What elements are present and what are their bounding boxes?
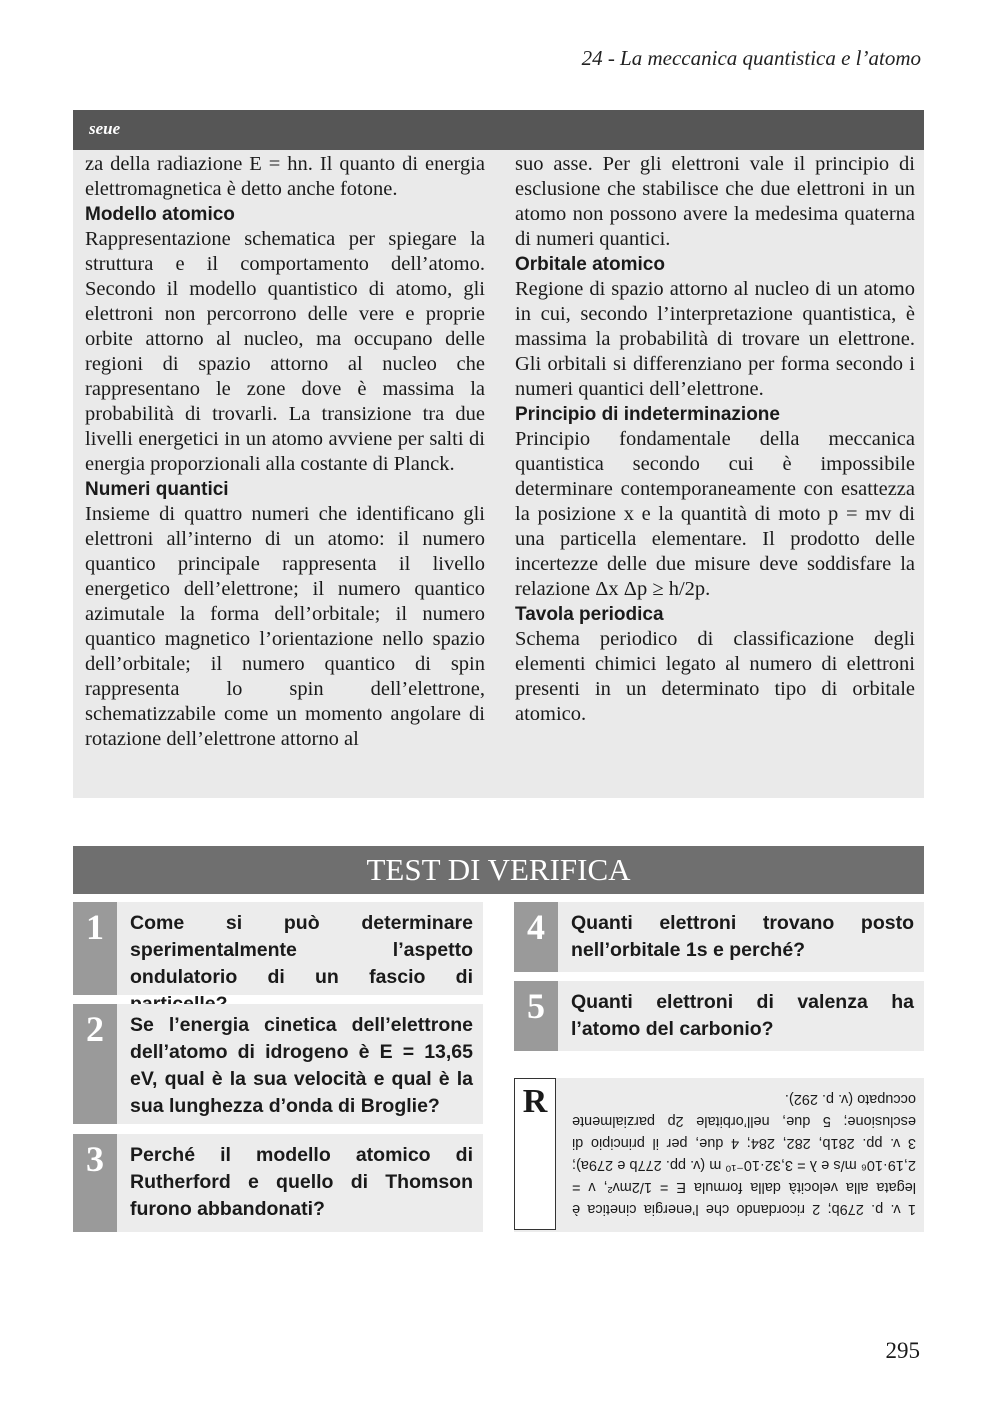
question-text: Come si può determinare sperimentalmente l’aspetto ondulatorio di un fascio di [130, 912, 473, 988]
question-text: Perché il modello atomico di Rutherford e quello di Thomson furono abbandonati? [130, 1144, 473, 1220]
glossary-column-left [85, 152, 485, 752]
glossary-term: Tavola periodica [515, 604, 664, 625]
question-5 [514, 981, 924, 1051]
glossary-term: Numeri quantici [85, 479, 229, 500]
running-head: 24 - La meccanica quantistica e l’atomo [581, 46, 921, 70]
glossary-paragraph: Insieme di quattro numeri che identificano gli elettroni all’interno di un atomo: il numero quantico principale rappresenta il livello energetico dell’elettrone; il numero quantico azimutale la forma dell’orbitale; il numero quantico magnetico l’orientazione nello spazio dell’orbitale; il numero quantico di spin rappresenta lo spin dell’elettrone, schematizzabile come un momento angolare di rotazione dell’elettrone attorno al [85, 503, 485, 750]
glossary-paragraph: Rappresentazione schematica per spiegare la struttura e il comportamento dell’atomo. Secondo il modello quantistico di atomo, gli elettroni non percorrono delle vere e proprie orbite attorno al nucleo, ma occupano delle regioni di spazio attorno al nucleo che rappresentano le zone dove è massima la probabilità di trovarli. La transizione tra due livelli energetici in un atomo avviene per salti di energia proporzionali alla costante di Planck. [85, 228, 485, 475]
answers-label: R [514, 1078, 556, 1230]
question-1 [73, 902, 483, 995]
glossary-paragraph: Principio fondamentale della meccanica quantistica secondo cui è impossibile determinare contemporaneamente con esattezza la posizione x e la quantità di moto p = mv di una particella elementare. Il prodotto delle incertezze delle due misure deve soddisfare la relazione Δx Δp ≥ h/2p. [515, 428, 915, 600]
answers-box [514, 1078, 924, 1232]
glossary-term: Principio di indeterminazione [515, 404, 780, 425]
glossary-paragraph: Schema periodico di classificazione degli elementi chimici legato al numero di elettroni presenti in un determinato tipo di orbitale atomico. [515, 628, 915, 725]
test-title-bar: TEST DI VERIFICA [73, 846, 924, 894]
page-number: 295 [885, 1338, 920, 1363]
glossary-paragraph: Regione di spazio attorno al nucleo di un atomo in cui, secondo l’interpretazione quantistica, è massima la probabilità di trovare un elettrone. Gli orbitali si differenziano per forma secondo i numeri quantici dell’elettrone. [515, 278, 915, 400]
glossary-header-bar [73, 110, 924, 150]
glossary-term: Modello atomico [85, 204, 235, 225]
question-2 [73, 1004, 483, 1124]
question-text: Se l’energia cinetica dell’elettrone dell’atomo di idrogeno è E = 13,65 eV, qual è la sua velocità e qual è la sua lunghezza d’onda di Broglie? [130, 1014, 473, 1117]
question-number: 4 [514, 902, 558, 972]
question-number: 3 [73, 1134, 117, 1232]
question-text: Quanti elettroni trovano posto nell’orbitale 1s e perché? [571, 912, 914, 961]
glossary-term: Orbitale atomico [515, 254, 665, 275]
glossary-column-right [515, 152, 915, 727]
question-number: 1 [73, 902, 117, 995]
question-number: 5 [514, 981, 558, 1051]
question-3 [73, 1134, 483, 1232]
question-number: 2 [73, 1004, 117, 1124]
question-text: Quanti elettroni di valenza ha l’atomo del carbonio? [571, 991, 914, 1040]
question-4 [514, 902, 924, 972]
glossary-paragraph: suo asse. Per gli elettroni vale il principio di esclusione che stabilisce che due elettroni in un atomo non possono avere la medesima quaterna di numeri quantici. [515, 153, 915, 250]
glossary-paragraph: za della radiazione E = hn. Il quanto di energia elettromagnetica è detto anche fotone. [85, 153, 485, 200]
answers-text-upside-down: 1 v. p. 279b; 2 ricordando che l’energia cinetica è legata alla velocità dalla formula E = 1/2mv², v = 2,19·10⁶ m/s e λ = 3,32·10⁻¹⁰ m (v. pp. 277b e 279a); 3 v. pp. 281b, 282, 284; 4 due, per il principio di esclusione; 5 due, nell’orbitale 2p parzialmente occupato (v. p. 292). [572, 1091, 916, 1217]
glossary-bar-label: seue [89, 119, 121, 138]
